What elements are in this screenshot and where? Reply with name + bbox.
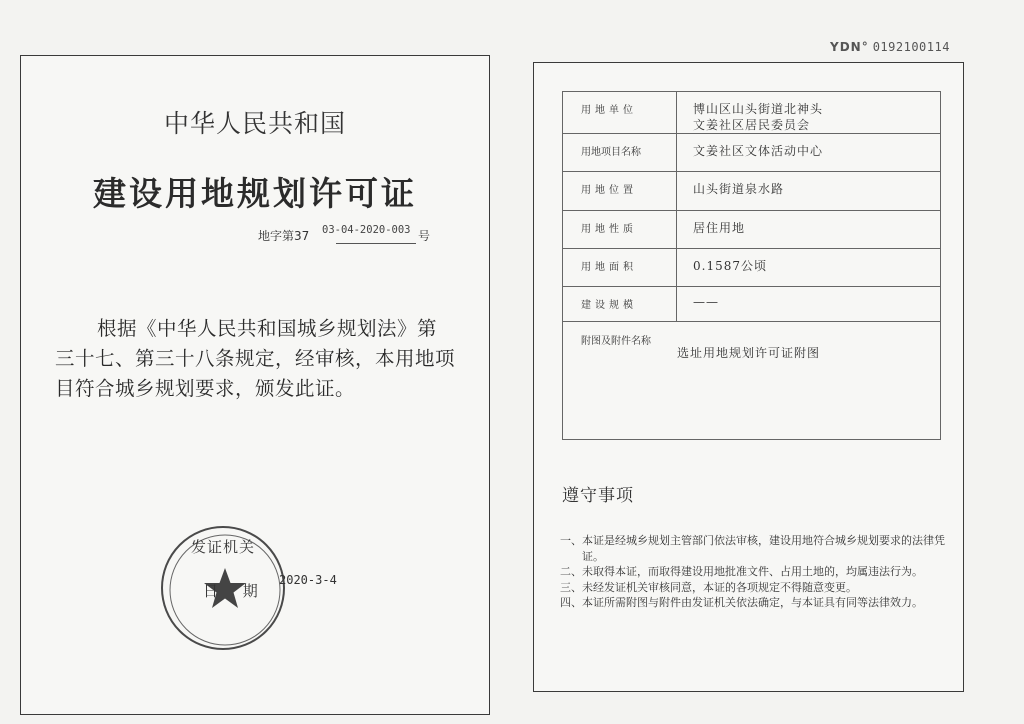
land-area-value: 0.1587公顷	[677, 249, 941, 287]
land-info-table	[562, 91, 941, 440]
notice-text: 本证是经城乡规划主管部门依法审核，建设用地符合城乡规划要求的法律凭证。	[582, 534, 945, 563]
land-user-line2: 文姜社区居民委员会	[693, 118, 811, 132]
serial-number	[830, 40, 950, 54]
table-row	[563, 287, 941, 322]
serial-prefix: YDN°	[830, 40, 869, 54]
permit-number-prefix: 地字第37	[258, 229, 310, 243]
serial-value: 0192100114	[872, 40, 950, 54]
row-label: 用地位置	[563, 172, 677, 211]
list-item	[560, 533, 950, 564]
legal-basis-text: 根据《中华人民共和国城乡规划法》第三十七、第三十八条规定，经审核，本用地项目符合城乡规划要求，颁发此证。	[55, 317, 456, 400]
table-row	[563, 249, 941, 287]
notice-number: 一、	[560, 534, 582, 547]
table-row	[563, 92, 941, 134]
issue-date-label: 日 期	[203, 582, 268, 600]
list-item	[560, 580, 950, 596]
permit-title: 建设用地规划许可证	[93, 174, 417, 213]
row-label: 用地项目名称	[563, 134, 677, 172]
permit-number	[258, 224, 430, 244]
land-location-value: 山头街道泉水路	[677, 172, 941, 211]
table-row	[563, 322, 941, 440]
table-row	[563, 134, 941, 172]
attachment-value: 选址用地规划许可证附图	[677, 346, 821, 360]
permit-number-value: 03-04-2020-003	[322, 224, 411, 236]
attachment-label: 附图及附件名称	[581, 336, 651, 347]
land-user-line1: 博山区山头街道北神头	[693, 102, 824, 116]
permit-details-page	[533, 62, 964, 692]
row-label: 用地性质	[563, 211, 677, 249]
permit-number-underline	[336, 243, 416, 244]
issuer-label: 发证机关	[191, 538, 256, 556]
issue-date-value: 2020-3-4	[279, 573, 337, 587]
notice-number: 二、	[560, 565, 582, 578]
table-row	[563, 172, 941, 211]
list-item	[560, 564, 950, 580]
table-row	[563, 211, 941, 249]
land-user-value	[677, 92, 941, 134]
notice-number: 三、	[560, 580, 582, 594]
list-item	[560, 595, 950, 611]
permit-cover-page	[20, 55, 490, 715]
notice-text: 未经发证机关审核同意，本证的各项规定不得随意变更。	[582, 580, 857, 594]
row-label: 建设规模	[563, 287, 677, 322]
notice-number: 四、	[560, 596, 582, 609]
construction-scale-value: ——	[677, 287, 941, 322]
row-label: 用地单位	[563, 92, 677, 134]
attachment-cell	[563, 322, 941, 440]
project-name-value: 文姜社区文体活动中心	[677, 134, 941, 172]
permit-number-suffix: 号	[417, 229, 430, 243]
notice-title: 遵守事项	[562, 486, 634, 506]
land-use-value: 居住用地	[677, 211, 941, 249]
notice-list	[560, 533, 950, 611]
notice-text: 本证所需附图与附件由发证机关依法确定，与本证具有同等法律效力。	[582, 596, 923, 609]
notice-text: 未取得本证，而取得建设用地批准文件、占用土地的，均属违法行为。	[582, 565, 923, 578]
country-name: 中华人民共和国	[163, 109, 346, 138]
row-label: 用地面积	[563, 249, 677, 287]
